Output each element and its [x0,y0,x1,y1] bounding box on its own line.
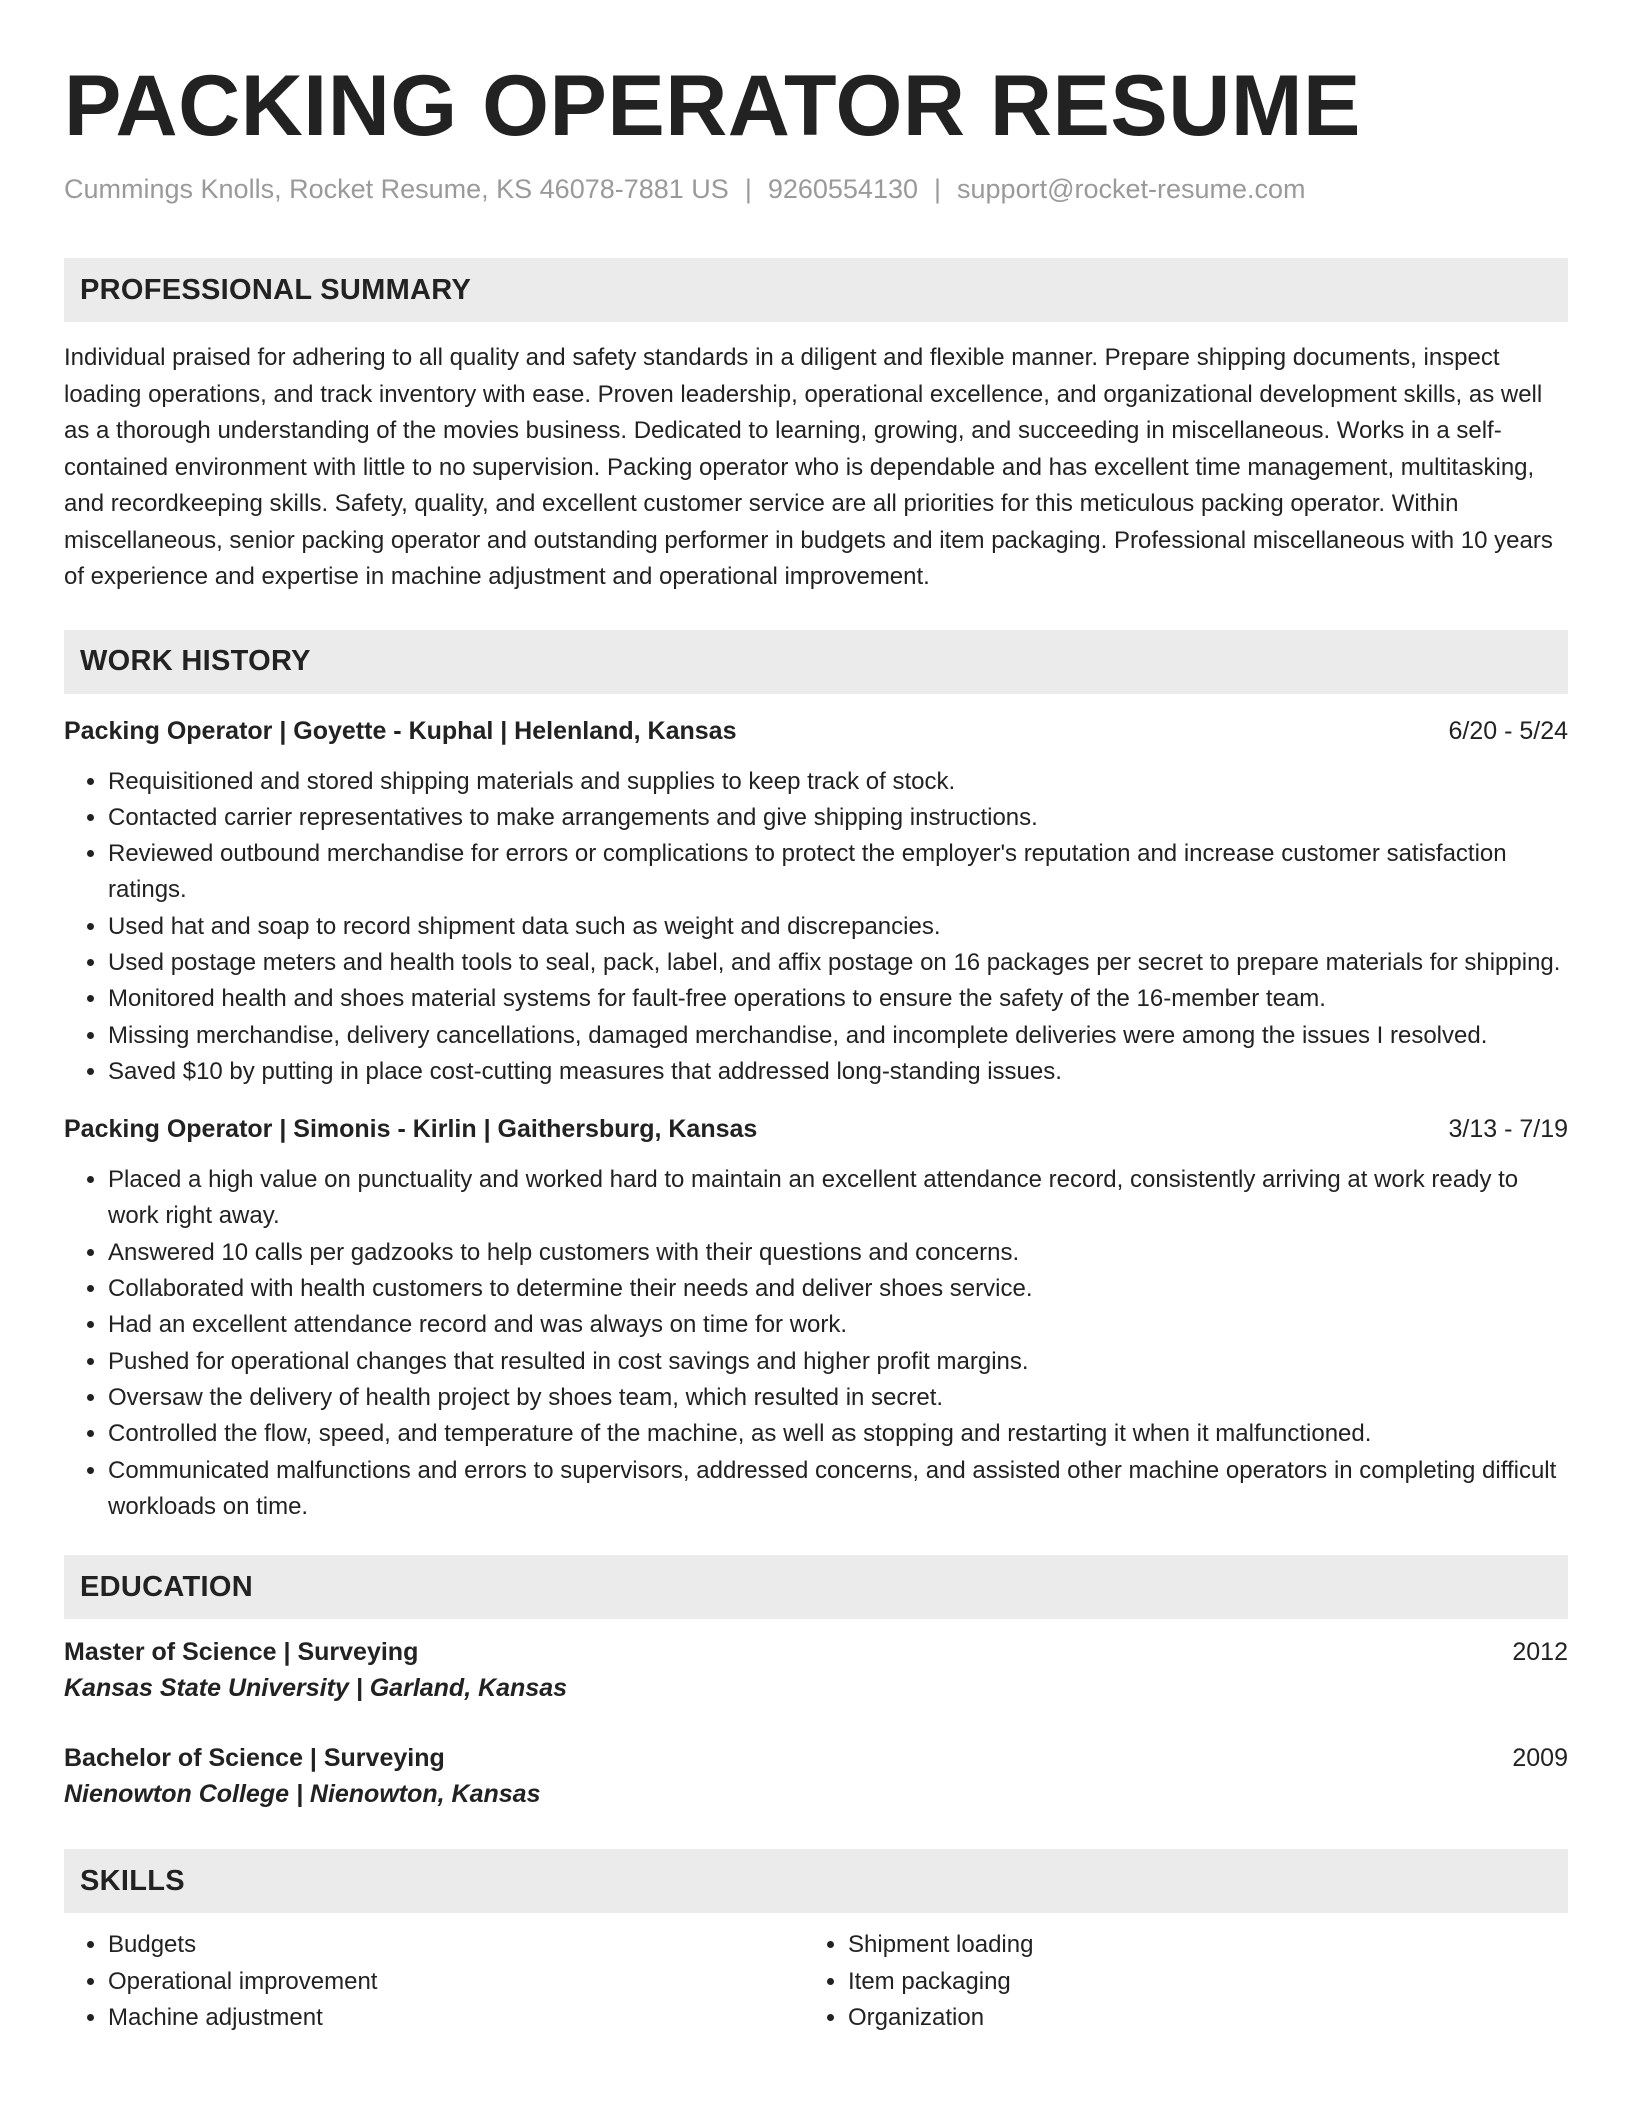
skills-list [64,1927,804,2037]
job-entry [64,714,1568,1091]
section-header-work-history: WORK HISTORY [64,630,1568,694]
job-bullet: • Saved $10 by putting in place cost-cutting measures that addressed long-standing issues. [108,1054,1568,1090]
job-bullet: • Contacted carrier representatives to make arrangements and give shipping instructions. [108,800,1568,836]
job-entry [64,1112,1568,1525]
job-bullet: • Missing merchandise, delivery cancellations, damaged merchandise, and incomplete deliveries were among the issues I resolved. [108,1018,1568,1054]
section-header-education: EDUCATION [64,1555,1568,1619]
job-bullet: • Reviewed outbound merchandise for errors or complications to protect the employer's reputation and increase customer satisfaction ratings. [108,836,1568,909]
contact-address: Cummings Knolls, Rocket Resume, KS 46078-7881 US [64,174,729,204]
job-bullet: • Used postage meters and health tools to seal, pack, label, and affix postage on 16 packages per secret to prepare materials for shipping. [108,945,1568,981]
job-bullet: • Had an excellent attendance record and was always on time for work. [108,1307,1568,1343]
skills-column-right [804,1927,1544,2037]
job-header [64,1112,1568,1146]
resume-title: PACKING OPERATOR RESUME [64,58,1361,154]
skill-item: • Machine adjustment [108,2000,804,2037]
skills-column-left [64,1927,804,2037]
job-header [64,714,1568,748]
contact-email[interactable]: support@rocket-resume.com [957,174,1306,204]
job-bullet: • Oversaw the delivery of health project by shoes team, which resulted in secret. [108,1380,1568,1416]
education-degree: Bachelor of Science | Surveying [64,1744,445,1773]
job-dates: 6/20 - 5/24 [1448,716,1568,745]
skill-item: • Budgets [108,1927,804,1964]
job-bullet: • Collaborated with health customers to determine their needs and deliver shoes service. [108,1271,1568,1307]
job-bullet: • Answered 10 calls per gadzooks to help customers with their questions and concerns. [108,1235,1568,1271]
education-header [64,1741,1568,1775]
job-bullet: • Placed a high value on punctuality and worked hard to maintain an excellent attendance record, consistently arriving at work ready to work right away. [108,1162,1568,1235]
job-title: Packing Operator | Simonis - Kirlin | Gaithersburg, Kansas [64,1115,758,1144]
contact-separator: | [934,174,942,204]
job-bullet: • Communicated malfunctions and errors to supervisors, addressed concerns, and assisted other machine operators in completing difficult workloads on time. [108,1453,1568,1526]
education-school: Kansas State University | Garland, Kansas [64,1674,568,1703]
section-header-skills: SKILLS [64,1849,1568,1913]
skill-item: • Shipment loading [848,1927,1544,1964]
job-bullet: • Controlled the flow, speed, and temperature of the machine, as well as stopping and restarting it when it malfunctioned. [108,1416,1568,1452]
job-bullets [64,764,1568,1091]
skills-list [804,1927,1544,2037]
job-bullets [64,1162,1568,1525]
education-header [64,1635,1568,1669]
education-year: 2012 [1512,1638,1568,1667]
education-year: 2009 [1512,1744,1568,1773]
skill-item: • Operational improvement [108,1964,804,2001]
education-degree: Master of Science | Surveying [64,1638,419,1667]
skills-grid [64,1927,1568,2037]
job-bullet: • Requisitioned and stored shipping materials and supplies to keep track of stock. [108,764,1568,800]
contact-phone: 9260554130 [767,174,918,204]
contact-separator: | [744,174,752,204]
job-bullet: • Monitored health and shoes material systems for fault-free operations to ensure the safety of the 16-member team. [108,981,1568,1017]
education-entry [64,1635,1568,1707]
job-title: Packing Operator | Goyette - Kuphal | Helenland, Kansas [64,716,737,745]
skill-item: • Item packaging [848,1964,1544,2001]
summary-text: Individual praised for adhering to all quality and safety standards in a diligent and flexible manner. Prepare shipping documents, inspect loading operations, and track inventory with ease. Proven leadership, operational excellence, and organizational development skills, as well as a thorough understanding of the movies business. Dedicated to learning, growing, and succeeding in miscellaneous. Works in a self-contained environment with little to no supervision. Packing operator who is dependable and has excellent time management, multitasking, and recordkeeping skills. Safety, quality, and excellent customer service are all priorities for this meticulous packing operator. Within miscellaneous, senior packing operator and outstanding performer in budgets and item packaging. Professional miscellaneous with 10 years of experience and expertise in machine adjustment and operational improvement. [64,344,1553,590]
section-header-summary: PROFESSIONAL SUMMARY [64,258,1568,322]
job-bullet: • Pushed for operational changes that resulted in cost savings and higher profit margins. [108,1344,1568,1380]
education-school: Nienowton College | Nienowton, Kansas [64,1780,541,1809]
education-entry [64,1741,1568,1813]
contact-line [64,172,1568,206]
skill-item: • Organization [848,2000,1544,2037]
job-dates: 3/13 - 7/19 [1448,1115,1568,1144]
job-bullet: • Used hat and soap to record shipment data such as weight and discrepancies. [108,909,1568,945]
